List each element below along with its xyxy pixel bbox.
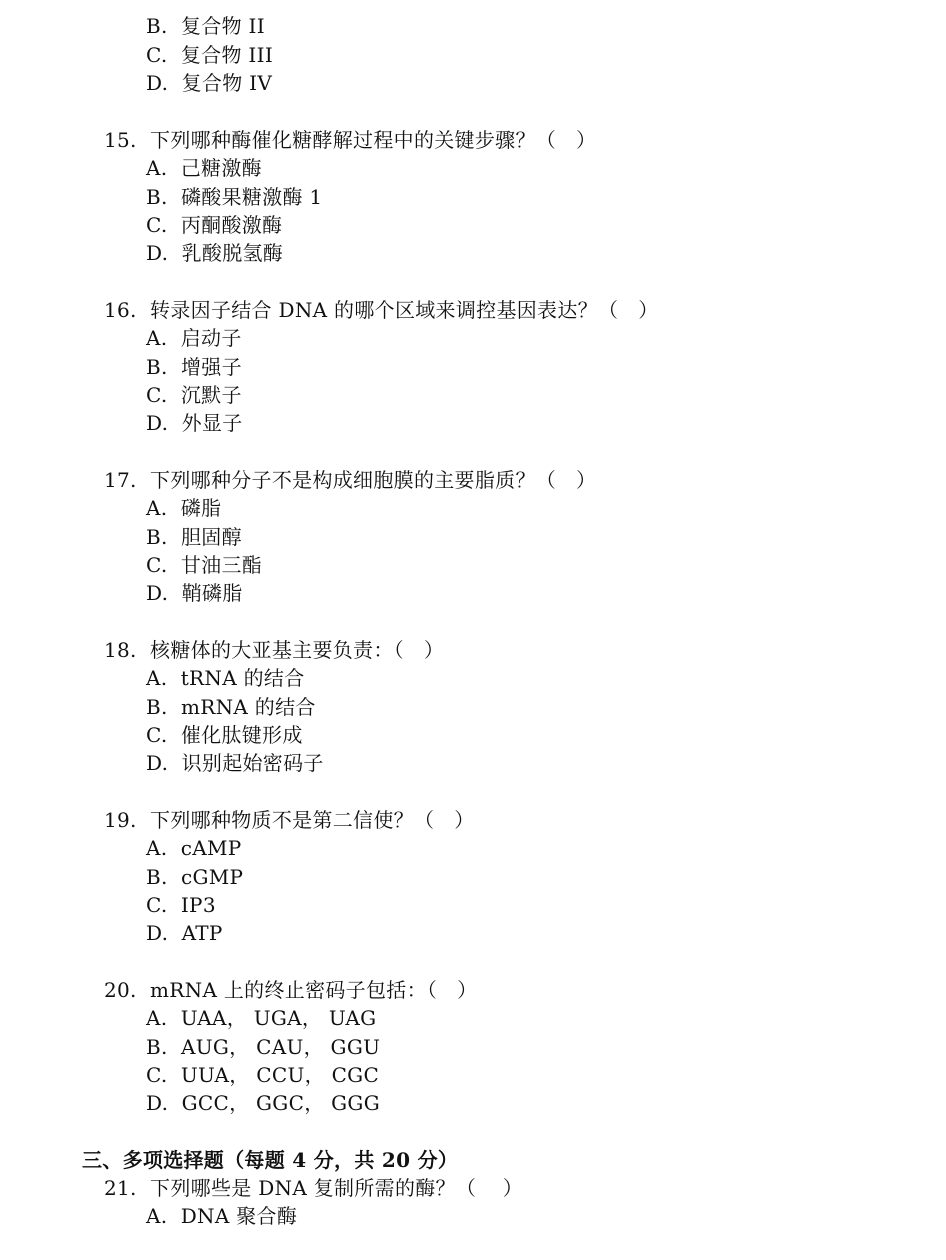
question-text: 下列哪些是 DNA 复制所需的酶？（ ） <box>150 1176 524 1200</box>
section-heading: 三、多项选择题（每题 4 分，共 20 分） <box>82 1148 459 1172</box>
option-d: D. 乳酸脱氢酶 <box>146 241 284 265</box>
option-c: C. UUA， CCU， CGC <box>146 1063 380 1087</box>
question-20 <box>104 976 477 1004</box>
option-c: C. 丙酮酸激酶 <box>146 213 283 237</box>
question-19 <box>104 806 475 834</box>
option-c: C. 沉默子 <box>146 383 242 407</box>
question-text: 转录因子结合 DNA 的哪个区域来调控基因表达？（ ） <box>150 298 659 322</box>
option-c: C. 甘油三酯 <box>146 553 263 577</box>
option-d: D. 识别起始密码子 <box>146 751 324 775</box>
option-a: A. 启动子 <box>146 326 242 350</box>
option-b: B. 复合物 II <box>146 14 265 38</box>
question-18 <box>104 636 444 664</box>
question-number: 19. <box>104 808 137 832</box>
option-c: C. IP3 <box>146 893 216 917</box>
question-15 <box>104 126 596 154</box>
question-number: 20. <box>104 978 137 1002</box>
option-b: B. mRNA 的结合 <box>146 695 316 719</box>
option-a: A. 己糖激酶 <box>146 156 262 180</box>
question-text: 下列哪种分子不是构成细胞膜的主要脂质？（ ） <box>150 468 597 492</box>
option-d: D. 外显子 <box>146 411 243 435</box>
question-number: 15. <box>104 128 137 152</box>
question-text: 核糖体的大亚基主要负责：（ ） <box>150 638 445 662</box>
option-d: D. GCC， GGC， GGG <box>146 1091 380 1115</box>
option-a: A. tRNA 的结合 <box>146 666 305 690</box>
option-d: D. 复合物 IV <box>146 71 273 95</box>
option-b: B. 磷酸果糖激酶 1 <box>146 185 323 209</box>
option-a: A. DNA 聚合酶 <box>146 1204 298 1228</box>
question-text: 下列哪种物质不是第二信使？（ ） <box>150 808 475 832</box>
question-number: 17. <box>104 468 137 492</box>
option-b: B. AUG， CAU， GGU <box>146 1035 381 1059</box>
option-b: B. 增强子 <box>146 355 242 379</box>
option-c: C. 复合物 III <box>146 43 274 67</box>
option-c: C. 催化肽键形成 <box>146 723 303 747</box>
option-d: D. 鞘磷脂 <box>146 581 243 605</box>
option-b: B. cGMP <box>146 865 244 889</box>
question-17 <box>104 466 596 494</box>
option-a: A. cAMP <box>146 836 242 860</box>
question-text: 下列哪种酶催化糖酵解过程中的关键步骤？（ ） <box>150 128 597 152</box>
option-a: A. UAA， UGA， UAG <box>146 1006 377 1030</box>
option-d: D. ATP <box>146 921 223 945</box>
option-b: B. 胆固醇 <box>146 525 242 549</box>
question-16 <box>104 296 659 324</box>
question-number: 21. <box>104 1176 137 1200</box>
question-number: 16. <box>104 298 137 322</box>
question-number: 18. <box>104 638 137 662</box>
option-a: A. 磷脂 <box>146 496 222 520</box>
question-21 <box>104 1174 523 1202</box>
question-text: mRNA 上的终止密码子包括：（ ） <box>150 978 478 1002</box>
